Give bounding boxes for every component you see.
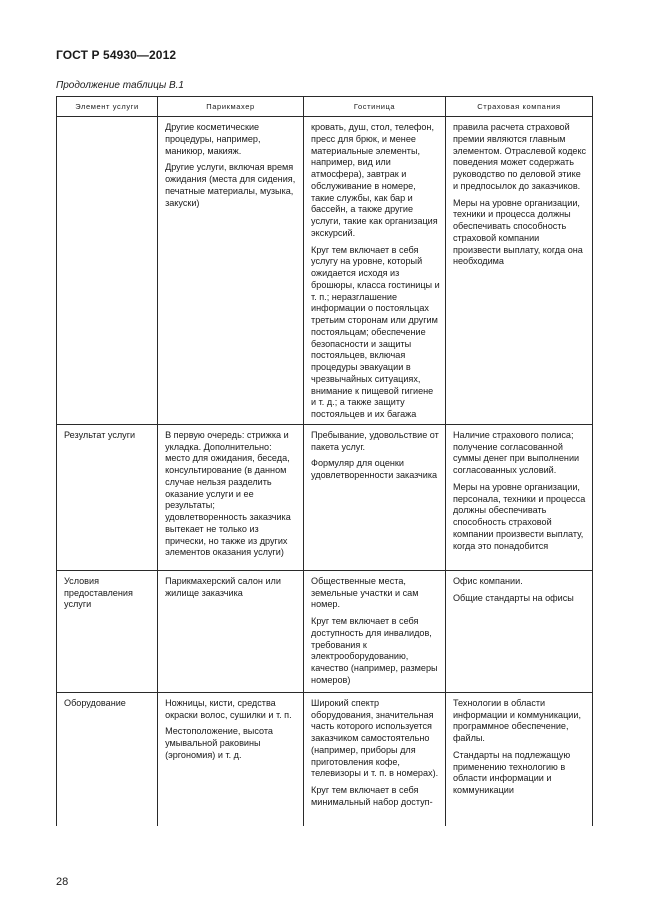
cell-hairdresser [158, 117, 304, 425]
cell-paragraph: правила расчета страховой премии являются главным элементом. Отраслевой кодекс поведения может содержать руководство по деловой этике и предпосылок до заказчиков. [452, 122, 587, 191]
cell-paragraph: В первую очередь: стрижка и укладка. Дополнительно: место для ожидания, беседа, консультирование (в данном случае нельзя разделить оказание услуги и ее результаты; удовлетворенность заказчика вытекает не только из прически, но также из других элементов оказания услуги) [165, 429, 291, 558]
cell-paragraph: Общие стандарты на офисы [452, 592, 574, 603]
table-row [57, 692, 593, 826]
column-header-element: Элемент услуги [57, 97, 158, 117]
table-header-row [57, 97, 593, 117]
cell-paragraph: Круг тем включает в себя доступность для инвалидов, требования к электрооборудованию, качество (например, размеры номеров) [311, 616, 438, 685]
cell-element: Условия предоставления услуги [57, 570, 158, 692]
cell-paragraph: Другие косметические процедуры, например, маникюр, макияж. [165, 122, 261, 156]
table-row [57, 424, 593, 570]
column-header-hairdresser: Парикмахер [158, 97, 304, 117]
table-row [57, 570, 593, 692]
cell-hairdresser [158, 424, 304, 570]
cell-paragraph: Пребывание, удовольствие от пакета услуг. [311, 429, 439, 452]
cell-paragraph: Широкий спектр оборудования, значительная часть которого используется заказчиком самостоятельно (например, приборы для приготовления кофе, телевизоры и т. п. в номерах). [311, 697, 439, 779]
column-header-insurance: Страховая компания [445, 97, 592, 117]
cell-insurance [445, 692, 592, 826]
cell-paragraph: Стандарты на подлежащую применению технологию в области информации и коммуникации [452, 749, 571, 795]
table-row [57, 117, 593, 425]
cell-element: Результат услуги [57, 424, 158, 570]
cell-hotel [304, 424, 446, 570]
cell-insurance [445, 570, 592, 692]
cell-hairdresser [158, 570, 304, 692]
cell-paragraph: Парикмахерский салон или жилище заказчика [165, 575, 281, 598]
cell-paragraph: Круг тем включает в себя минимальный набор доступ- [311, 785, 433, 807]
cell-insurance [445, 424, 592, 570]
cell-paragraph: Местоположение, высота умывальной раковины (эргономия) и т. д. [165, 726, 273, 760]
page-number: 28 [56, 876, 69, 888]
cell-hairdresser [158, 692, 304, 826]
cell-hotel [304, 692, 446, 826]
cell-insurance [445, 117, 592, 425]
document-header: ГОСТ Р 54930—2012 [56, 48, 177, 62]
column-header-hotel: Гостиница [304, 97, 446, 117]
cell-paragraph: Наличие страхового полиса; получение согласованной суммы денег при выполнении согласованных условий. [452, 429, 580, 475]
cell-paragraph: Формуляр для оценки удовлетворенности заказчика [311, 458, 438, 480]
cell-element [57, 117, 158, 425]
cell-hotel [304, 570, 446, 692]
cell-paragraph: Другие услуги, включая время ожидания (места для сидения, печатные материалы, музыка, закуски) [165, 162, 296, 208]
cell-paragraph: кровать, душ, стол, телефон, пресс для брюк, и менее материальные элементы, например, вид или атмосфера), завтрак и обслуживание в номере, такие службы, как бар и бассейн, а также другие услуги, такие как организация экскурсий. [311, 122, 438, 238]
cell-element: Оборудование [57, 692, 158, 826]
cell-paragraph: Ножницы, кисти, средства окраски волос, сушилки и т. п. [165, 697, 292, 720]
cell-paragraph: Меры на уровне организации, персонала, техники и процесса должны обеспечивать способность страховой компании произвести выплату, когда это понадобится [452, 481, 586, 551]
table-caption: Продолжение таблицы В.1 [56, 80, 184, 91]
cell-paragraph: Круг тем включает в себя услугу на уровне, который ожидается исходя из брошюры, класса гостиницы и т. п.; неразглашение информации о постояльцах третьим сторонам или другим постояльцам; обеспечение безопасности и защиты постояльцев, включая процедуры эвакуации в чрезвычайных ситуациях, внимание к пищевой гигиене и т. д.; а также защиту постояльцев и их багажа [311, 244, 440, 419]
cell-hotel [304, 117, 446, 425]
cell-paragraph: Общественные места, земельные участки и сам номер. [311, 575, 419, 610]
cell-paragraph: Офис компании. [452, 575, 523, 586]
cell-paragraph: Технологии в области информации и коммуникации, программное обеспечение, файлы. [452, 697, 581, 743]
services-table [56, 96, 593, 826]
cell-paragraph: Меры на уровне организации, техники и процесса должны обеспечивать способность страховой компании произвести выплату, когда она необходима [452, 197, 583, 267]
